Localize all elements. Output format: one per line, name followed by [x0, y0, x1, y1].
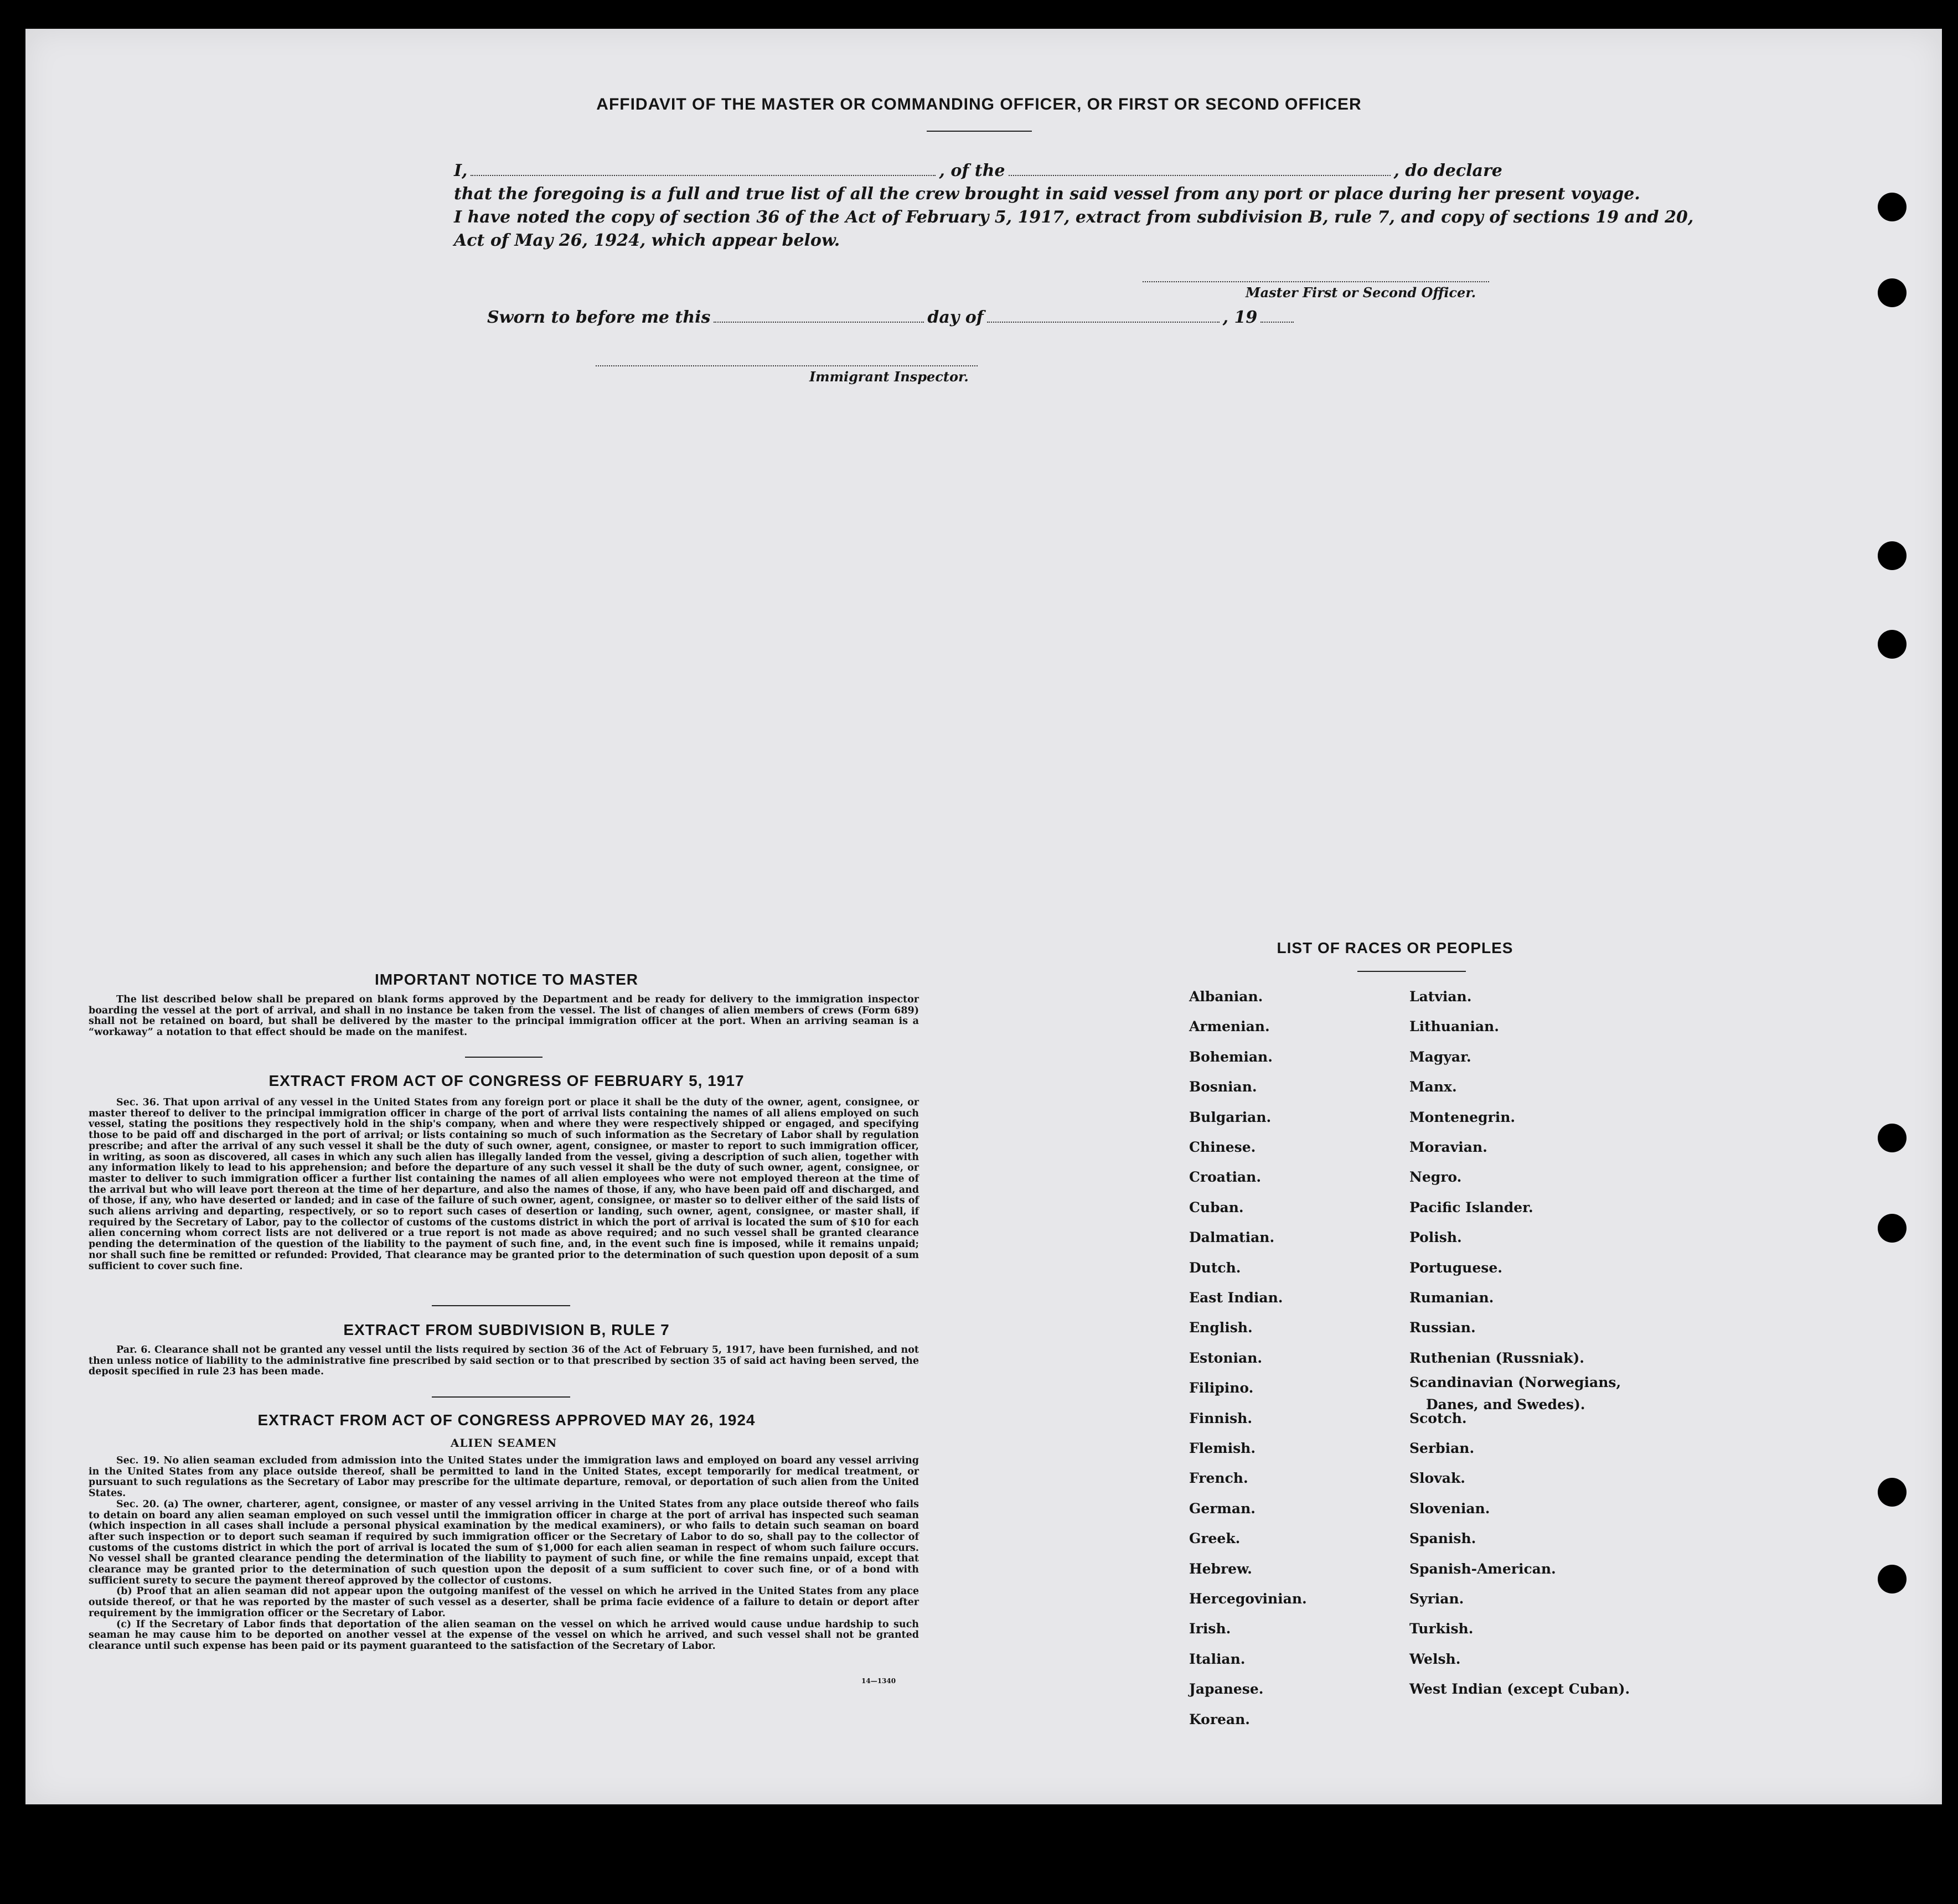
race-item: Pacific Islander. [1409, 1199, 1533, 1215]
name-blank [471, 162, 936, 176]
punch-hole [1878, 1565, 1907, 1593]
race-item: Ruthenian (Russniak). [1409, 1349, 1584, 1366]
declaration [454, 159, 1694, 252]
sec-36-paragraph: Sec. 36. That upon arrival of any vessel in the United States from any foreign port or place it shall be the duty of the owner, agent, consignee, or master thereof to deliver to the principal immigration officer in charge of the port of arrival lists containing the names of all aliens employed on such vessel, stating the positions they respectively hold in the ship's company, when and where they were respectively shipped or engaged, and specifying those to be paid off and discharged in the port of arrival; or lists containing so much of such information as the Secretary of Labor shall by regulation prescribe; and after the arrival of any such vessel it shall be the duty of such owner, agent, consignee, or master to report to such immigration officer, in writing, as soon as discovered, all cases in which any such alien has illegally landed from the vessel, giving a description of such alien, together with any information likely to lead to his apprehension; and before the departure of any such vessel it shall be the duty of such owner, agent, consignee, or master to deliver to such immigration officer a further list containing the names of all alien employees who were not employed thereon at the time of the arrival but who will leave port thereon at the time of her departure, and also the names of those, if any, who have been paid off and discharged, and of those, if any, who have deserted or landed; and in case of the failure of such owner, agent, consignee, or master so to deliver either of the said lists of such aliens arriving and departing, respectively, or so to report such cases of desertion or landing, such owner, agent, consignee, or master shall, if required by the Secretary of Labor, pay to the collector of customs of the customs district in which the port of arrival is located the sum of $10 for each alien concerning whom correct lists are not delivered or a true report is not made as above required; and no such vessel shall be granted clearance pending the determination of the question of the liability to the payment of such fine, and, in the event such fine is imposed, while it remains unpaid; nor shall such fine be remitted or refunded: Provided, That clearance may be granted prior to the determination of such question upon deposit of a sum sufficient to cover such fine. [89, 1097, 919, 1272]
race-item: Flemish. [1189, 1440, 1256, 1456]
race-item: Croatian. [1189, 1169, 1262, 1186]
extract-1917-text [89, 1098, 919, 1272]
race-item: Rumanian. [1409, 1290, 1494, 1306]
race-item: Montenegrin. [1409, 1109, 1516, 1125]
race-item: Turkish. [1409, 1621, 1474, 1637]
sec-19-paragraph: Sec. 19. No alien seaman excluded from admission into the United States under the immigration laws and employed on board any vessel arriving in the United States from any place outside thereof, shall be permitted to land in the United States, except temporarily for medical treatment, or pursuant to such regulations as the Secretary of Labor may prescribe for the ultimate departure, removal, or deportation of such alien from the United States. [89, 1455, 919, 1499]
alien-seamen-subtitle: ALIEN SEAMEN [450, 1436, 557, 1450]
declaration-of: , of the [939, 161, 1005, 180]
punch-hole [1878, 1214, 1907, 1243]
punch-hole [1878, 1124, 1907, 1152]
race-item: Portuguese. [1409, 1259, 1502, 1276]
declaration-line-3: I have noted the copy of section 36 of the Act of February 5, 1917, extract from subdivision B, rule 7, and copy of sections 19 and 20, [454, 208, 1694, 227]
race-item: Manx. [1409, 1079, 1457, 1095]
race-item: Albanian. [1189, 989, 1263, 1005]
notice-text [89, 995, 919, 1038]
race-item: Latvian. [1409, 989, 1472, 1005]
master-label: Master First or Second Officer. [1246, 284, 1476, 301]
race-item: English. [1189, 1320, 1253, 1336]
race-item: Lithuanian. [1409, 1018, 1499, 1035]
race-item: Dutch. [1189, 1259, 1241, 1276]
inspector-signature-line [596, 365, 978, 366]
sworn-statement [487, 308, 1297, 327]
race-item: Filipino. [1189, 1380, 1254, 1396]
race-item: Hercegovinian. [1189, 1591, 1307, 1607]
declaration-i: I, [454, 161, 468, 180]
race-item: Serbian. [1409, 1440, 1475, 1456]
affidavit-title: AFFIDAVIT OF THE MASTER OR COMMANDING OFFICER, OR FIRST OR SECOND OFFICER [596, 95, 1362, 113]
extract-1924-text [89, 1456, 919, 1652]
sec-20b-paragraph: (b) Proof that an alien seaman did not appear upon the outgoing manifest of the vessel on which he arrived in the United States from any place outside thereof, or that he was reported by the master of such vessel as a deserter, shall be prima facie evidence of a failure to detain or deport after requirement by the immigration officer or the Secretary of Labor. [89, 1586, 919, 1619]
month-blank [987, 308, 1220, 323]
race-item: Welsh. [1409, 1651, 1461, 1667]
sworn-start: Sworn to before me this [487, 308, 711, 327]
race-item: Scotch. [1409, 1410, 1467, 1426]
master-signature-line [1143, 281, 1489, 282]
race-item: Finnish. [1189, 1410, 1253, 1426]
punch-hole [1878, 630, 1907, 659]
race-item: Italian. [1189, 1651, 1246, 1667]
race-item: Greek. [1189, 1530, 1241, 1547]
race-item: Bosnian. [1189, 1079, 1257, 1095]
extract-1917-title: EXTRACT FROM ACT OF CONGRESS OF FEBRUARY 5, 1917 [268, 1072, 745, 1089]
race-item: East Indian. [1189, 1290, 1283, 1306]
race-item: Danes, and Swedes). [1426, 1396, 1585, 1413]
race-item: Slovenian. [1409, 1500, 1490, 1517]
race-item: Magyar. [1409, 1048, 1471, 1065]
sec-20c-paragraph: (c) If the Secretary of Labor finds that deportation of the alien seaman on the vessel on which he arrived would cause undue hardship to such seaman he may cause him to be deported on another vessel at the expense of the vessel on which he arrived, and such vessel shall not be granted clearance until such expense has been paid or its payment guaranteed to the satisfaction of the Secretary of Labor. [89, 1618, 919, 1652]
race-item: Armenian. [1189, 1018, 1270, 1035]
extract-1924-title: EXTRACT FROM ACT OF CONGRESS APPROVED MAY 26, 1924 [257, 1411, 756, 1429]
race-item: Russian. [1409, 1320, 1476, 1336]
race-item: German. [1189, 1500, 1256, 1517]
notice-title: IMPORTANT NOTICE TO MASTER [374, 971, 639, 988]
declaration-line-2: that the foregoing is a full and true list of all the crew brought in said vessel from any port or place during her present voyage. [454, 184, 1640, 204]
section-divider [432, 1396, 570, 1398]
race-item: Bulgarian. [1189, 1109, 1272, 1125]
race-item: Spanish-American. [1409, 1560, 1556, 1577]
races-divider [1357, 971, 1466, 972]
race-item: Cuban. [1189, 1199, 1244, 1215]
race-item: Syrian. [1409, 1591, 1464, 1607]
declaration-line-1 [454, 159, 1517, 183]
sec-20a-paragraph: Sec. 20. (a) The owner, charterer, agent, consignee, or master of any vessel arriving in the United States from any place outside thereof who fails to detain on board any alien seaman employed on such vessel until the immigration officer in charge at the port of arrival has inspected such seaman (which inspection in all cases shall include a personal physical examination by the medical examiners), or who fails to detain such seaman on board after such inspection or to deport such seaman if required by such immigration officer or the Secretary of Labor to do so, shall pay to the collector of customs of the customs district in which the port of arrival is located the sum of $1,000 for each alien seaman in respect of whom such failure occurs. No vessel shall be granted clearance pending the determination of the liability to payment of such fine, or while the fine remains unpaid, except that clearance may be granted prior to the determination of such question upon the deposit of a sum sufficient to cover such fine, or of a bond with sufficient surety to secure the payment thereof approved by the collector of customs. [89, 1498, 919, 1586]
year-blank [1260, 308, 1294, 323]
race-item: Moravian. [1409, 1139, 1487, 1155]
sworn-day: day of [927, 308, 984, 327]
race-item: Polish. [1409, 1229, 1462, 1246]
race-item: West Indian (except Cuban). [1409, 1681, 1630, 1698]
punch-hole [1878, 193, 1907, 221]
race-item: Bohemian. [1189, 1048, 1273, 1065]
race-item: Japanese. [1189, 1681, 1264, 1698]
race-item: Irish. [1189, 1621, 1231, 1637]
race-item: Spanish. [1409, 1530, 1476, 1547]
race-item: Chinese. [1189, 1139, 1256, 1155]
extract-rule7-text [89, 1345, 919, 1378]
extract-rule7-title: EXTRACT FROM SUBDIVISION B, RULE 7 [343, 1321, 670, 1338]
notice-paragraph: The list described below shall be prepared on blank forms approved by the Department and be ready for delivery to the immigration inspector boarding the vessel at the port of arrival, and shall in no instance be taken from the vessel. The list of changes of alien members of crews (Form 689) shall not be retained on board, but shall be delivered by the master to the principal immigration officer at the port. When an arriving seaman is a “workaway” a notation to that effect should be made on the manifest. [89, 994, 919, 1038]
races-title: LIST OF RACES OR PEOPLES [1277, 939, 1513, 956]
punch-hole [1878, 541, 1907, 570]
race-item: Korean. [1189, 1711, 1251, 1727]
sworn-year: , 19 [1222, 308, 1258, 327]
race-item: Negro. [1409, 1169, 1462, 1186]
declaration-line-4: Act of May 26, 1924, which appear below. [454, 231, 840, 250]
race-item: Estonian. [1189, 1349, 1263, 1366]
race-item: Hebrew. [1189, 1560, 1252, 1577]
inspector-label: Immigrant Inspector. [809, 369, 969, 385]
race-item: Scandinavian (Norwegians, [1409, 1374, 1621, 1391]
form-number: 14—1340 [861, 1677, 896, 1685]
punch-hole [1878, 1478, 1907, 1507]
race-item: Dalmatian. [1189, 1229, 1275, 1246]
race-item: Slovak. [1409, 1470, 1465, 1487]
punch-hole [1878, 278, 1907, 307]
day-blank [714, 308, 924, 323]
title-divider [927, 131, 1032, 132]
section-divider [465, 1057, 543, 1058]
par-6-paragraph: Par. 6. Clearance shall not be granted any vessel until the lists required by section 36 of the Act of February 5, 1917, have been furnished, and not then unless notice of liability to the administrative fine prescribed by said section or to that prescribed by section 35 of said act having been served, the deposit specified in rule 23 has been made. [89, 1344, 919, 1378]
rank-blank [1009, 162, 1391, 176]
declaration-end: , do declare [1393, 161, 1502, 180]
race-item: French. [1189, 1470, 1248, 1487]
section-divider [432, 1305, 570, 1306]
